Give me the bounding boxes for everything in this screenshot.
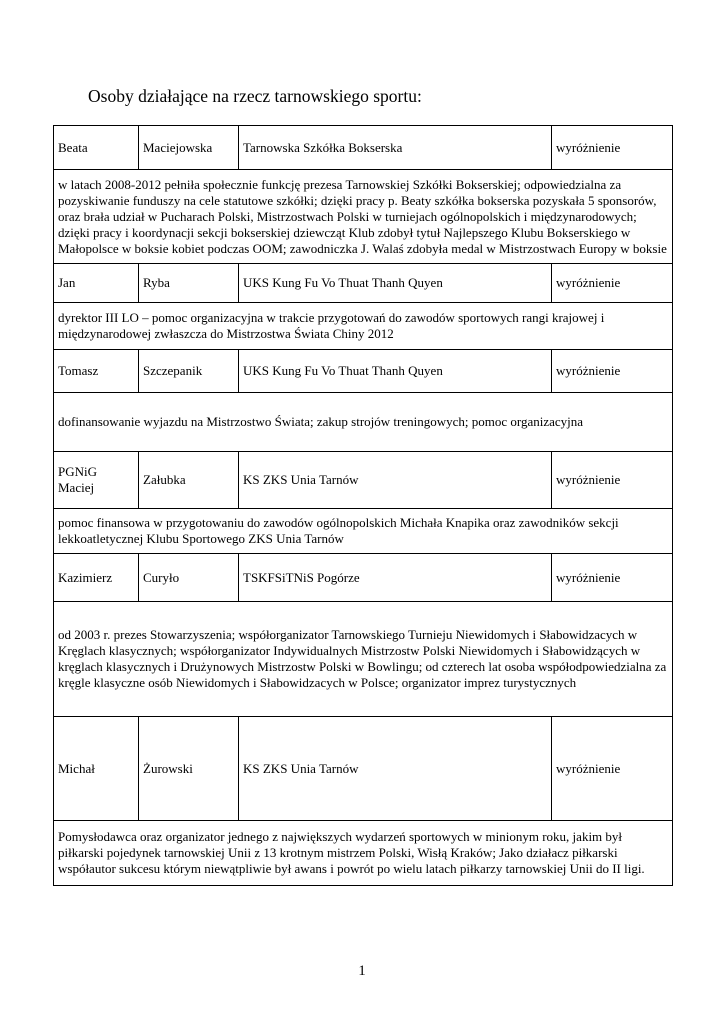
description-cell: w latach 2008-2012 pełniła społecznie funkcję prezesa Tarnowskiej Szkółki Bokserskiej; odpowiedzialna za pozyskiwanie funduszy na cele statutowe szkółki; dzięki pracy p. Beaty szkółka bokserska pozyskała 5 sponsorów, oraz brała udział w Pucharach Polski, Mistrzostwach Polski w turniejach ogólnopolskich i międzynarodowych; dzięki pracy i koordynacji sekcji bokserskiej dziewcząt Klub zdobył tytuł Najlepszego Klubu Bokserskiego w Małopolsce w boksie kobiet podczas OOM; zawodniczka J. Walaś zdobyła medal w Mistrzostwach Europy w boksie xyxy=(54,170,673,264)
page-title: Osoby działające na rzecz tarnowskiego sportu: xyxy=(88,86,422,106)
organization-cell: UKS Kung Fu Vo Thuat Thanh Quyen xyxy=(239,264,552,303)
award-cell: wyróżnienie xyxy=(552,126,673,170)
page-number: 1 xyxy=(358,963,366,979)
first-name-cell: Kazimierz xyxy=(54,554,139,602)
description-cell: od 2003 r. prezes Stowarzyszenia; współorganizator Tarnowskiego Turnieju Niewidomych i Słabowidzacych w Kręglach klasycznych; współorganizator Indywidualnych Mistrzostw Polski Niewidomych i Słabowidzących w kręglach klasycznych i Drużynowych Mistrzostw Polski w Bowlingu; od czterech lat osoba współodpowiedzialna za kręgle klasyczne osób Niewidomych i Słabowidzacych w Polsce; organizator imprez turystycznych xyxy=(54,602,673,717)
award-cell: wyróżnienie xyxy=(552,264,673,303)
organization-cell: Tarnowska Szkółka Bokserska xyxy=(239,126,552,170)
awards-table xyxy=(53,125,673,886)
first-name-cell: Tomasz xyxy=(54,350,139,393)
person-row xyxy=(54,717,673,821)
description-row xyxy=(54,170,673,264)
person-row xyxy=(54,264,673,303)
person-row xyxy=(54,452,673,509)
organization-cell: TSKFSiTNiS Pogórze xyxy=(239,554,552,602)
description-row xyxy=(54,821,673,886)
last-name-cell: Żurowski xyxy=(139,717,239,821)
organization-cell: KS ZKS Unia Tarnów xyxy=(239,452,552,509)
last-name-cell: Maciejowska xyxy=(139,126,239,170)
last-name-cell: Szczepanik xyxy=(139,350,239,393)
description-cell: dyrektor III LO – pomoc organizacyjna w trakcie przygotowań do zawodów sportowych rangi krajowej i międzynarodowej zwłaszcza do Mistrzostwa Świata Chiny 2012 xyxy=(54,303,673,350)
person-row xyxy=(54,350,673,393)
description-cell: dofinansowanie wyjazdu na Mistrzostwo Świata; zakup strojów treningowych; pomoc organizacyjna xyxy=(54,393,673,452)
description-row xyxy=(54,602,673,717)
organization-cell: UKS Kung Fu Vo Thuat Thanh Quyen xyxy=(239,350,552,393)
description-row xyxy=(54,303,673,350)
description-row xyxy=(54,509,673,554)
first-name-cell: Beata xyxy=(54,126,139,170)
first-name-cell: Michał xyxy=(54,717,139,821)
organization-cell: KS ZKS Unia Tarnów xyxy=(239,717,552,821)
award-cell: wyróżnienie xyxy=(552,717,673,821)
award-cell: wyróżnienie xyxy=(552,554,673,602)
person-row xyxy=(54,126,673,170)
description-cell: pomoc finansowa w przygotowaniu do zawodów ogólnopolskich Michała Knapika oraz zawodników sekcji lekkoatletycznej Klubu Sportowego ZKS Unia Tarnów xyxy=(54,509,673,554)
description-cell: Pomysłodawca oraz organizator jednego z największych wydarzeń sportowych w minionym roku, jakim był piłkarski pojedynek tarnowskiej Unii z 13 krotnym mistrzem Polski, Wisłą Kraków; Jako działacz piłkarski współautor sukcesu którym niewątpliwie był awans i powrót po wielu latach piłkarzy tarnowskiej Unii do II ligi. xyxy=(54,821,673,886)
award-cell: wyróżnienie xyxy=(552,452,673,509)
description-row xyxy=(54,393,673,452)
first-name-cell: PGNiG Maciej xyxy=(54,452,139,509)
first-name-cell: Jan xyxy=(54,264,139,303)
last-name-cell: Ryba xyxy=(139,264,239,303)
person-row xyxy=(54,554,673,602)
last-name-cell: Załubka xyxy=(139,452,239,509)
award-cell: wyróżnienie xyxy=(552,350,673,393)
last-name-cell: Curyło xyxy=(139,554,239,602)
